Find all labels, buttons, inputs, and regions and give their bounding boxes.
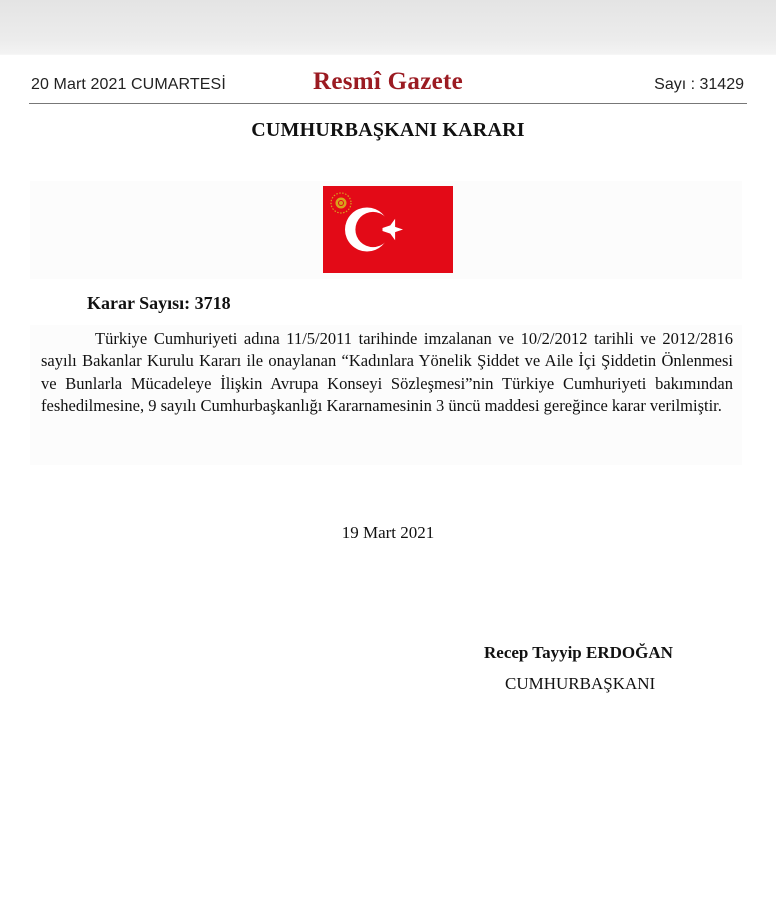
gazette-issue-number: Sayı : 31429 bbox=[654, 76, 744, 93]
signer-title: CUMHURBAŞKANI bbox=[505, 674, 656, 693]
gazette-title: Resmî Gazete bbox=[312, 68, 464, 95]
signature-date: 19 Mart 2021 bbox=[341, 523, 435, 542]
decision-body-text: Türkiye Cumhuriyeti adına 11/5/2011 tarihinde imzalanan ve 10/2/2012 tarihli ve 2012/2816 sayılı Bakanlar Kurulu Kararı ile onaylanan “Kadınlara Yönelik Şiddet ve Aile İçi Şiddetin Önlenmesi ve Bunlarla Mücadeleye İlişkin Avrupa Konseyi Sözleşmesi”nin Türkiye Cumhuriyeti bakımından feshedilmesine, 9 sayılı Cumhurbaşkanlığı Kararnamesinin 3 üncü maddesi gereğince karar verilmiştir. bbox=[41, 329, 733, 416]
gazette-page bbox=[0, 55, 776, 900]
gazette-date: 20 Mart 2021 CUMARTESİ bbox=[31, 76, 226, 93]
signer-name: Recep Tayyip ERDOĞAN bbox=[484, 643, 673, 662]
decision-heading: CUMHURBAŞKANI KARARI bbox=[251, 119, 525, 141]
turkish-flag-icon bbox=[323, 186, 453, 273]
header-divider bbox=[29, 103, 747, 104]
decision-number: Karar Sayısı: 3718 bbox=[87, 293, 231, 313]
